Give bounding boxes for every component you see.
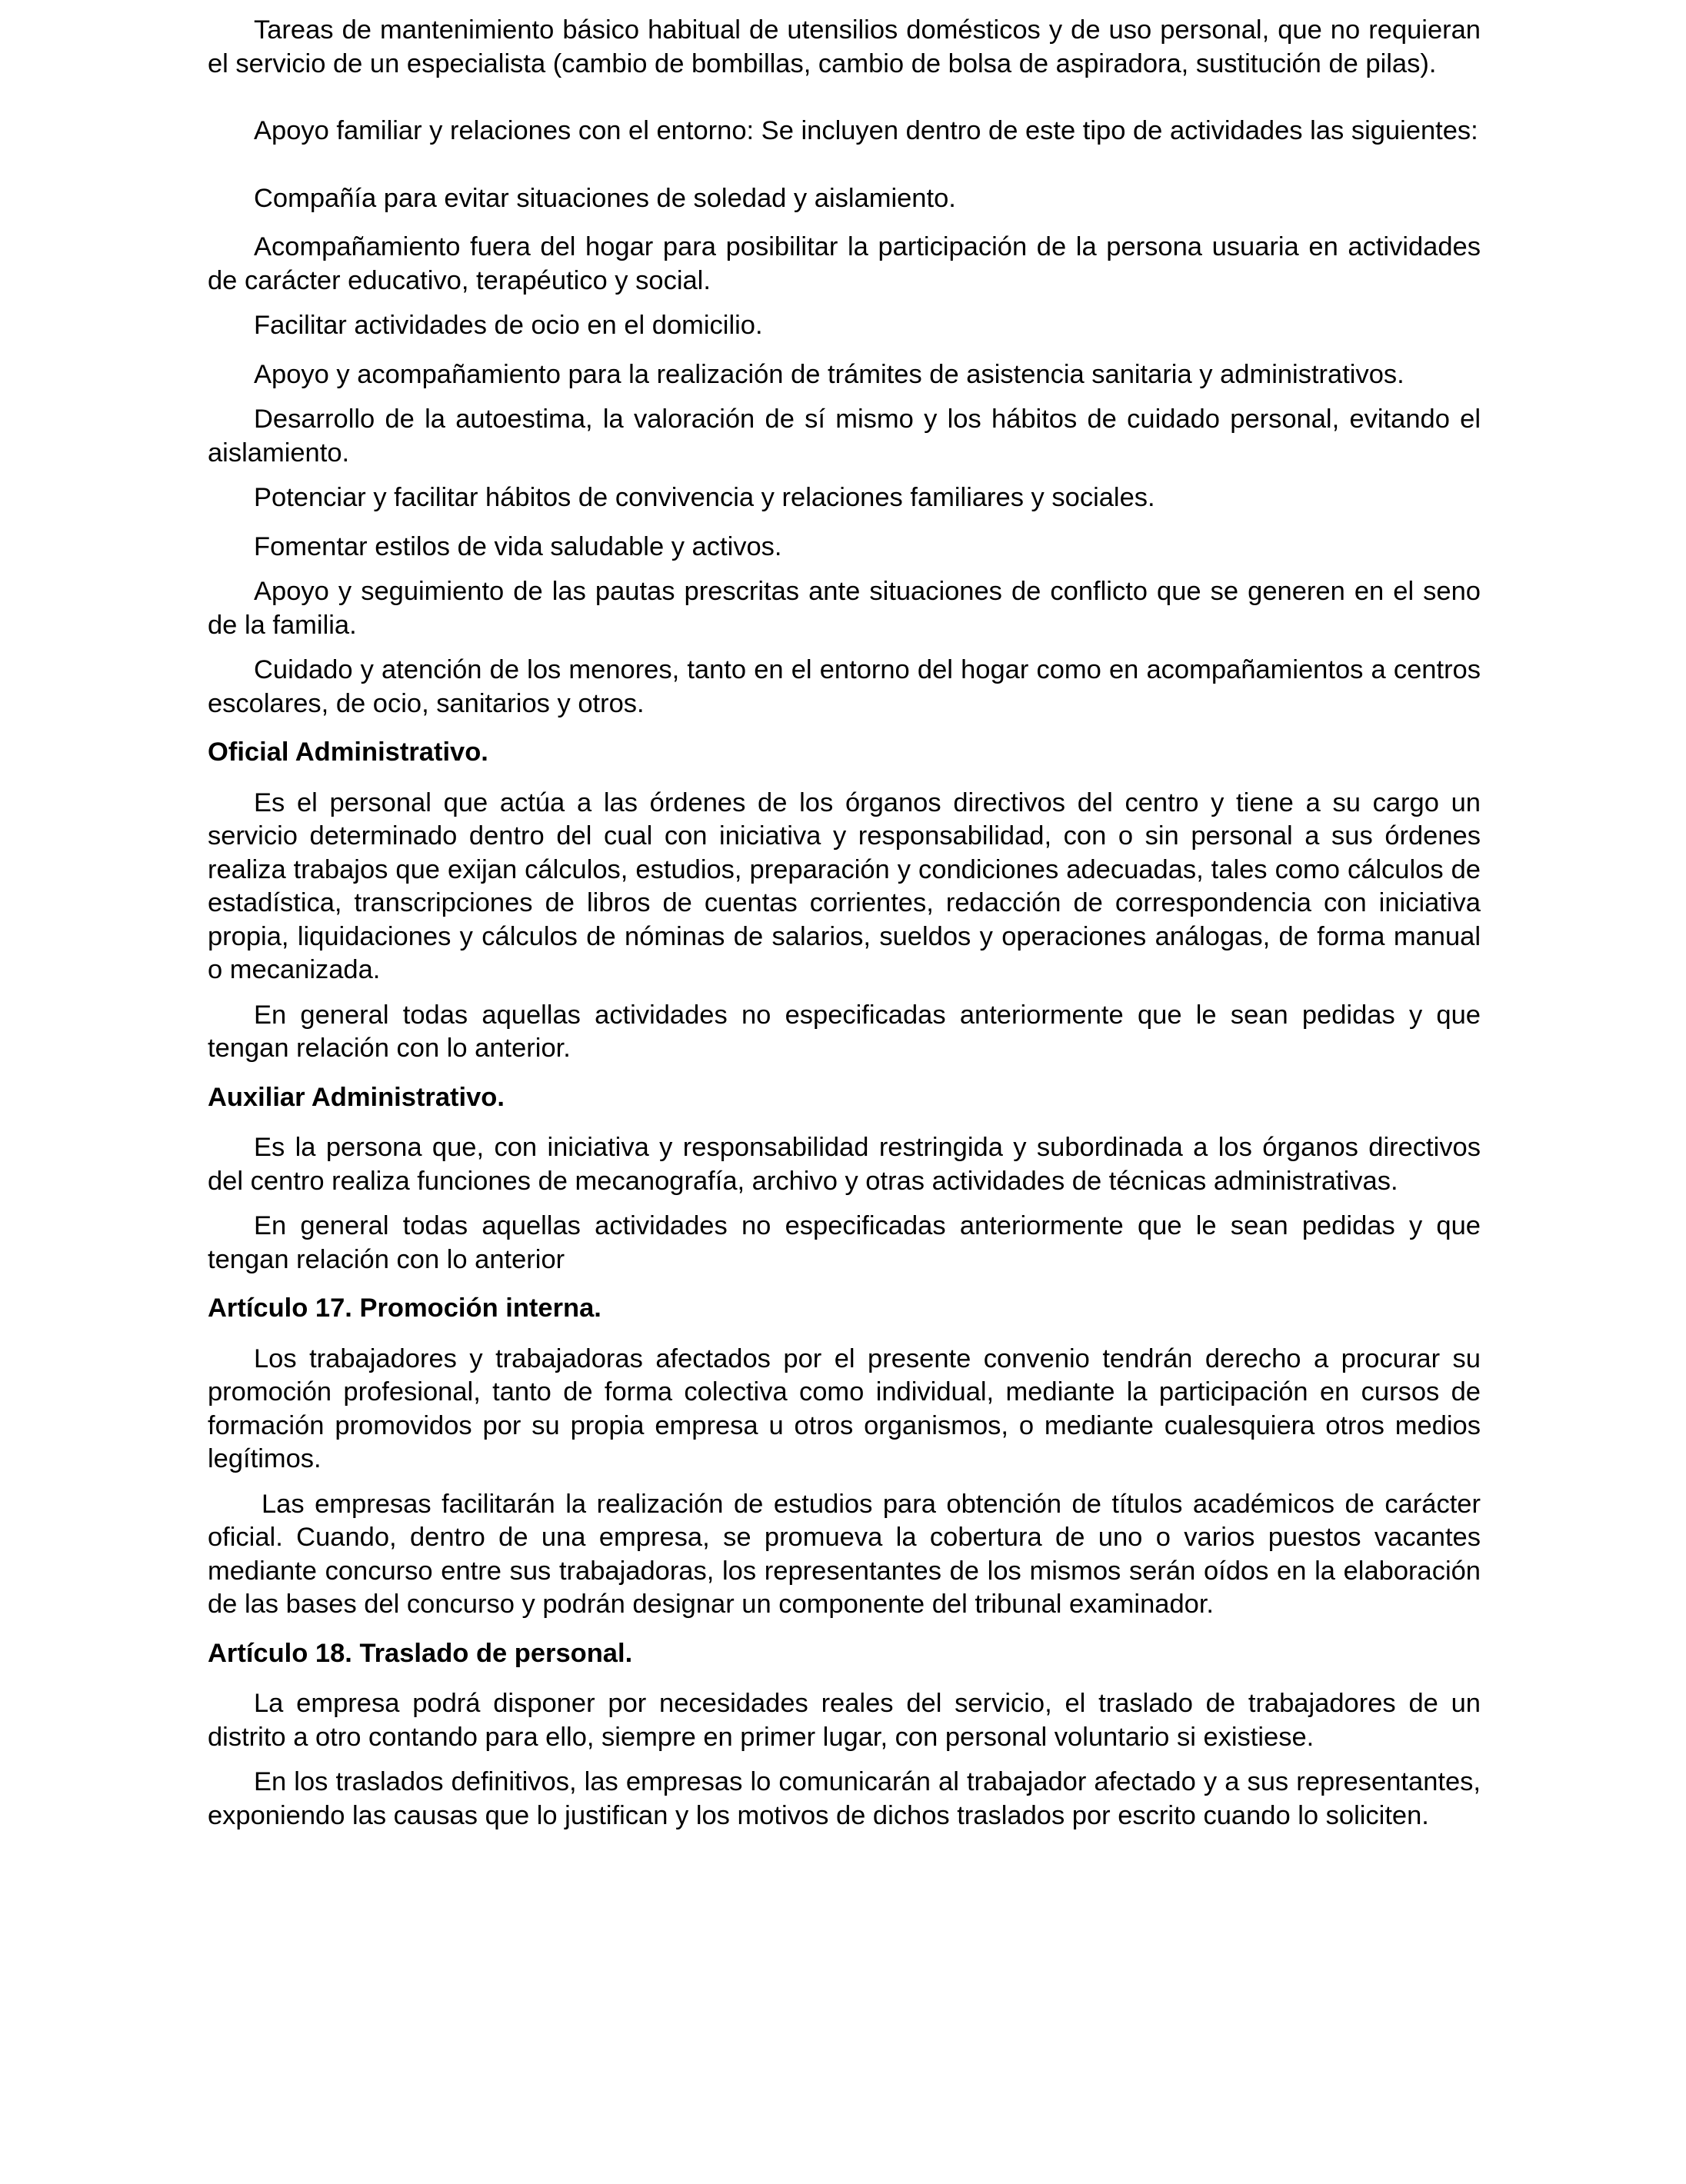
list-item: Potenciar y facilitar hábitos de convivencia y relaciones familiares y sociales. <box>254 483 1155 512</box>
list-item: Acompañamiento fuera del hogar para posibilitar la participación de la persona usuaria en actividades de carácter educativo, terapéutico y social. <box>208 232 1481 295</box>
paragraph-articulo-17-1: Los trabajadores y trabajadoras afectados por el presente convenio tendrán derecho a procurar su promoción profesional, tanto de forma colectiva como individual, mediante la participación en cursos de formación promovidos por su propia empresa u otros organismos, o mediante cualesquiera otros medios legítimos. <box>208 1343 1481 1473</box>
list-item: Compañía para evitar situaciones de soledad y aislamiento. <box>254 183 956 213</box>
paragraph-auxiliar-2: En general todas aquellas actividades no especificadas anteriormente que le sean pedidas y que tengan relación con lo anterior <box>208 1211 1481 1274</box>
list-item: Fomentar estilos de vida saludable y activos. <box>254 531 782 561</box>
list-item: Cuidado y atención de los menores, tanto en el entorno del hogar como en acompañamientos a centros escolares, de ocio, sanitarios y otros. <box>208 655 1481 718</box>
paragraph-articulo-17-2: Las empresas facilitarán la realización de estudios para obtención de títulos académicos de carácter oficial. Cuando, dentro de una empresa, se promueva la cobertura de uno o varios puestos vacantes mediante concurso entre sus trabajadoras, los representantes de los mismos serán oídos en la elaboración de las bases del concurso y podrán designar un componente del tribunal examinador. <box>208 1489 1481 1619</box>
section-heading-oficial: Oficial Administrativo. <box>208 737 488 767</box>
section-heading-articulo-18: Artículo 18. Traslado de personal. <box>208 1638 633 1668</box>
list-item: Apoyo y seguimiento de las pautas prescritas ante situaciones de conflicto que se generen en el seno de la familia. <box>208 577 1481 640</box>
paragraph-oficial-1: Es el personal que actúa a las órdenes de los órganos directivos del centro y tiene a su cargo un servicio determinado dentro del cual con iniciativa y responsabilidad, con o sin personal a sus órdenes realiza trabajos que exijan cálculos, estudios, preparación y condiciones adecuadas, tales como cálculos de estadística, transcripciones de libros de cuentas corrientes, redacción de correspondencia con iniciativa propia, liquidaciones y cálculos de nóminas de salarios, sueldos y operaciones análogas, de forma manual o mecanizada. <box>208 787 1481 984</box>
paragraph-mantenimiento: Tareas de mantenimiento básico habitual de utensilios domésticos y de uso personal, que no requieran el servicio de un especialista (cambio de bombillas, cambio de bolsa de aspiradora, sustitución de pilas). <box>208 15 1481 78</box>
list-item: Apoyo y acompañamiento para la realización de trámites de asistencia sanitaria y administrativos. <box>254 359 1404 389</box>
paragraph-auxiliar-1: Es la persona que, con iniciativa y responsabilidad restringida y subordinada a los órganos directivos del centro realiza funciones de mecanografía, archivo y otras actividades de técnicas administrativas. <box>208 1133 1481 1196</box>
list-item: Facilitar actividades de ocio en el domicilio. <box>254 311 763 340</box>
section-heading-auxiliar: Auxiliar Administrativo. <box>208 1082 505 1112</box>
paragraph-articulo-18-2: En los traslados definitivos, las empresas lo comunicarán al trabajador afectado y a sus representantes, exponiendo las causas que lo justifican y los motivos de dichos traslados por escrito cuando lo soliciten. <box>208 1767 1481 1830</box>
list-item: Desarrollo de la autoestima, la valoración de sí mismo y los hábitos de cuidado personal, evitando el aislamiento. <box>208 405 1481 468</box>
paragraph-articulo-18-1: La empresa podrá disponer por necesidades reales del servicio, el traslado de trabajadores de un distrito a otro contando para ello, siempre en primer lugar, con personal voluntario si existiese. <box>208 1689 1481 1752</box>
paragraph-oficial-2: En general todas aquellas actividades no especificadas anteriormente que le sean pedidas y que tengan relación con lo anterior. <box>208 1000 1481 1063</box>
section-heading-articulo-17: Artículo 17. Promoción interna. <box>208 1293 601 1323</box>
document-page <box>208 14 1481 1833</box>
paragraph-apoyo-familiar: Apoyo familiar y relaciones con el entorno: Se incluyen dentro de este tipo de actividades las siguientes: <box>254 116 1478 145</box>
